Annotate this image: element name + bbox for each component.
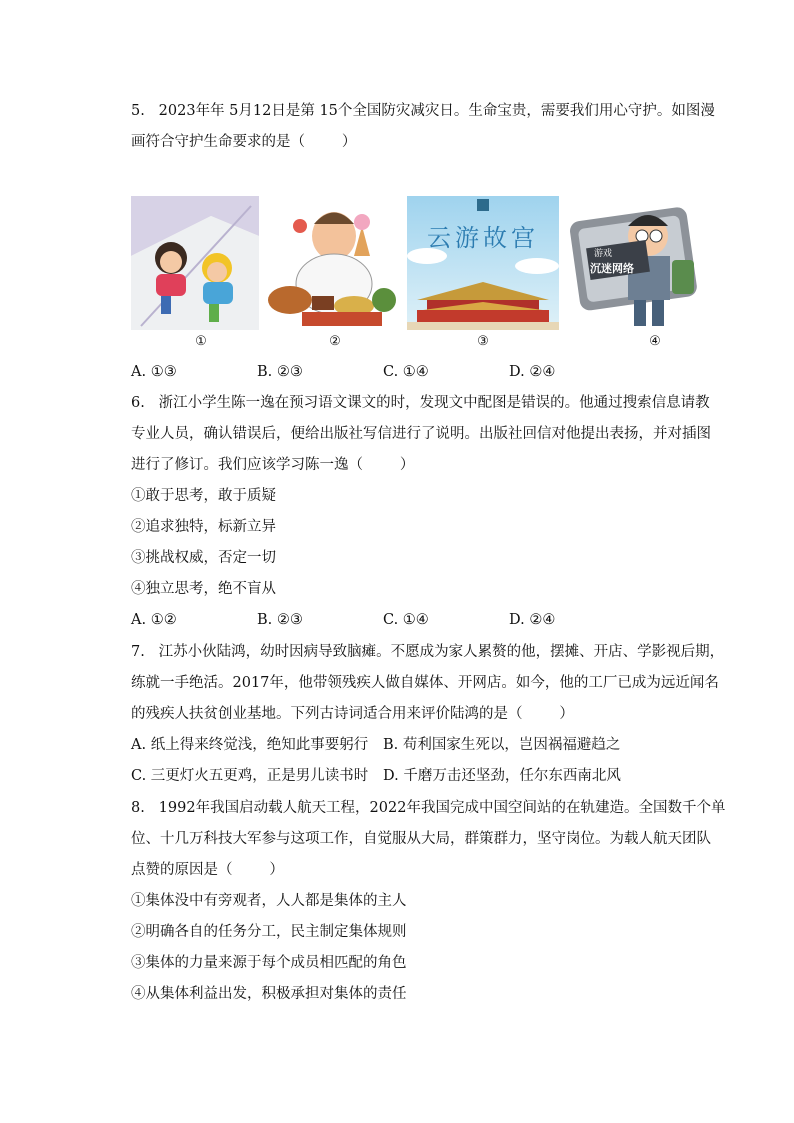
figure-2-caption: ② [329, 334, 341, 349]
q7-option-a[interactable]: A. 纸上得来终觉浅，绝知此事要躬行 [131, 737, 369, 753]
q7-stem-line1: 7. 江苏小伙陆鸿，幼时因病导致脑瘫。不愿成为家人累赘的他，摆摊、开店、学影视后期， [131, 644, 725, 660]
q7-option-c[interactable]: C. 三更灯火五更鸡，正是男儿读书时 [131, 768, 369, 784]
q7-stem-line3: 的残疾人扶贫创业基地。下列古诗词适合用来评价陆鸿的是（ ） [131, 706, 574, 722]
figure-3-palace-museum-poster-icon [407, 196, 559, 330]
figure-1-children-climbing-icon [131, 196, 259, 330]
palace-poster-title: 云游故宫 [427, 224, 539, 252]
q8-item-3: ③集体的力量来源于每个成员相匹配的角色 [131, 955, 407, 971]
q6-stem-line1: 6. 浙江小学生陈一逸在预习语文课文的时，发现文中配图是错误的。他通过搜索信息请教 [131, 395, 710, 411]
q6-option-c[interactable]: C. ①④ [383, 612, 429, 628]
q8-stem-line2: 位、十几万科技大军参与这项工作，自觉服从大局，群策群力，坚守岗位。为载人航天团队 [131, 831, 711, 847]
q6-item-4: ④独立思考，绝不盲从 [131, 581, 276, 597]
q8-item-1: ①集体没中有旁观者，人人都是集体的主人 [131, 893, 407, 909]
figure-1-caption: ① [195, 334, 207, 349]
q5-option-c[interactable]: C. ①④ [383, 364, 429, 380]
q5-option-a[interactable]: A. ①③ [131, 364, 177, 380]
figure-4-phone-addicted-boy-icon [562, 196, 712, 330]
figure-2-overeating-man-icon [262, 196, 404, 330]
q6-item-1: ①敢于思考，敢于质疑 [131, 488, 276, 504]
phone-sign-big: 沉迷网络 [590, 262, 634, 275]
q6-option-b[interactable]: B. ②③ [257, 612, 303, 628]
q8-item-4: ④从集体利益出发，积极承担对集体的责任 [131, 986, 407, 1002]
q8-item-2: ②明确各自的任务分工，民主制定集体规则 [131, 924, 407, 940]
q7-stem-line2: 练就一手绝活。2017年，他带领残疾人做自媒体、开网店。如今，他的工厂已成为远近闻名 [131, 675, 719, 691]
q5-stem-line2: 画符合守护生命要求的是（ ） [131, 134, 357, 150]
q5-stem-line1: 5. 2023年年 5月12日是第 15个全国防灾减灾日。生命宝贵，需要我们用心守护。如图漫 [131, 103, 715, 119]
figure-3-caption: ③ [477, 334, 489, 349]
q8-stem-line1: 8. 1992年我国启动载人航天工程，2022年我国完成中国空间站的在轨建造。全国数千个单 [131, 800, 726, 816]
q7-option-d[interactable]: D. 千磨万击还坚劲，任尔东西南北风 [383, 768, 621, 784]
q8-stem-line3: 点赞的原因是（ ） [131, 862, 284, 878]
figure-4-caption: ④ [649, 334, 661, 349]
q5-option-b[interactable]: B. ②③ [257, 364, 303, 380]
q6-option-a[interactable]: A. ①② [131, 612, 177, 628]
q6-item-3: ③挑战权威，否定一切 [131, 550, 276, 566]
q6-stem-line3: 进行了修订。我们应该学习陈一逸（ ） [131, 457, 415, 473]
q5-option-d[interactable]: D. ②④ [509, 364, 556, 380]
phone-sign-small: 游戏 [594, 249, 613, 259]
q6-item-2: ②追求独特，标新立异 [131, 519, 276, 535]
q6-option-d[interactable]: D. ②④ [509, 612, 556, 628]
q6-stem-line2: 专业人员，确认错误后，便给出版社写信进行了说明。出版社回信对他提出表扬，并对插图 [131, 426, 711, 442]
q7-option-b[interactable]: B. 苟利国家生死以，岂因祸福避趋之 [383, 737, 621, 753]
